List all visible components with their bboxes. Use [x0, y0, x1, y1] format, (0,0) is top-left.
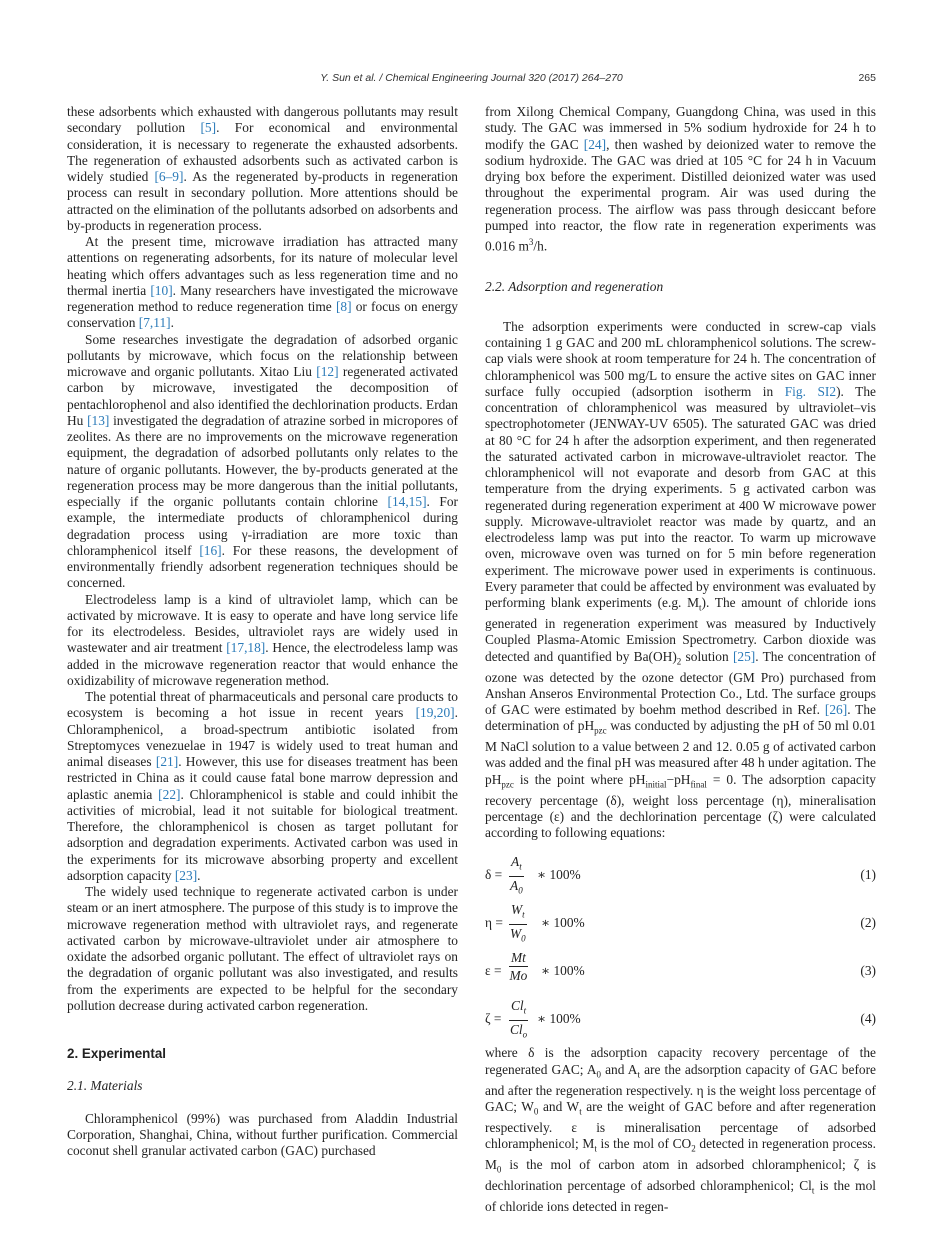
citation-link[interactable]: [6–9] [154, 169, 184, 184]
citation-link[interactable]: [8] [335, 299, 352, 314]
figure-link[interactable]: Fig. SI2 [784, 383, 837, 399]
citation-link[interactable]: [7,11] [138, 315, 171, 331]
paragraph: Chloramphenicol (99%) was purchased from Aladdin Industrial Corporation, Shanghai, China, without further purification. Commercial coconut shell granular activated carbon (GAC) purchased [67, 1110, 458, 1158]
paragraph: these adsorbents which exhausted with dangerous pollutants may result secondary pollution [5]. For economical and environmental consideration, it is necessary to regenerate the exhausted adsorbents. The regeneration of exhausted adsorbents such as activated carbon is widely studied [6–9]. As the regenerated by-products in regeneration process can result in secondary pollution. More attentions should be attracted on the elimination of the pollutants adsorbed on adsorbents and by-products in regeneration process. [67, 104, 459, 233]
right-column [485, 104, 876, 1215]
paragraph: where δ is the adsorption capacity recovery percentage of the regenerated GAC; $A_0$ and $A_t$ are the adsorption capacity of GAC before and after the regeneration respectively. η is the weight loss percentage of GAC; $W_0$ and $W_t$ are the weight of GAC before and after regeneration respectively. ε is mineralisation percentage of adsorbed chloramphenicol; $M_t$ is the mol of $CO_2$ detected in regeneration process. $M_0$ is the mol of carbon atom in adsorbed chloramphenicol; ζ is dechlorination percentage of adsorbed chloramphenicol; $Cl_t$ is the mol of chloride ions detected in regen- [485, 1045, 877, 1214]
fraction: $\frac{W_t}{W_0}$ [510, 902, 526, 944]
paragraph: Electrodeless lamp is a kind of ultraviolet lamp, which can be activated by microwave. It is easy to operate and have long service life for its electrodeless. Besides, ultraviolet rays are widely used in wastewater and air treatment [17,18]. Hence, the electrodeless lamp was added in the microwave regeneration reactor that would enhance the oxidizability of microwave regeneration method. [67, 591, 458, 688]
paragraph: At the present time, microwave irradiation has attracted many attentions on regenerating adsorbents, for its nature of molecular level heating which offers advantages such as less regeneration time and no thermal inertia [10]. Many researchers have investigated the microwave regeneration method to reduce regeneration time [8] or focus on energy conservation [7,11]. [67, 234, 458, 331]
equation-number: (3) [860, 963, 876, 979]
citation-link[interactable]: [23] [174, 867, 198, 883]
citation-link[interactable]: [5] [200, 120, 217, 136]
subsection-heading: 2.1. Materials [67, 1078, 143, 1094]
running-title: Y. Sun et al. / Chemical Engineering Journal 320 (2017) 264–270 [320, 72, 623, 84]
page-number: 265 [858, 72, 876, 84]
paragraph: Some researches investigate the degradation of adsorbed organic pollutants by microwave, which focus on the relationship between microwave and organic pollutants. Xitao Liu [12] regenerated activated carbon by microwave, investigated the decomposition of pentachlorophenol and also identified the dechlorination products. Erdan Hu [13] investigated the degradation of atrazine sorbed in micropores of zeolites. As there are no improvements on the microwave regeneration equipment, the degradation of adsorbed pollutants only relates to the nature of organic pollutants. However, the by-products generated at the regeneration process may be more dangerous than the initial pollutants, especially if the organic pollutants contain chlorine [14,15]. For example, the intermediate products of chloramphenicol during degradation process using γ-irradiation are more toxic than chloramphenicol itself [16]. For these reasons, the development of environmentally friendly adsorbent regeneration techniques should be concerned. [67, 331, 458, 591]
citation-link[interactable]: [26] [824, 702, 848, 718]
subsection-heading: 2.2. Adsorption and regeneration [485, 278, 664, 294]
equation-2: η = $\frac{W_t}{W_0}$ ∗ 100% (2) [485, 901, 876, 949]
citation-link[interactable]: [12] [316, 364, 339, 379]
equation-number: (1) [860, 867, 876, 883]
running-header [67, 72, 876, 88]
citation-link[interactable]: [19,20] [415, 705, 455, 721]
citation-link[interactable]: [16] [199, 542, 222, 558]
section-heading: 2. Experimental [67, 1046, 166, 1061]
citation-link[interactable]: [13] [87, 412, 110, 428]
fraction: $\frac{A_t}{A_0}$ [510, 854, 523, 896]
paragraph: The potential threat of pharmaceuticals and personal care products to ecosystem is becoming a hot issue in recent years [19,20]. Chloramphenicol, a broad-spectrum antibiotic isolated from Streptomyces venezuelae in 1947 is widely used to treat human and animal diseases [21]. However, this use for diseases treatment has been restricted in China as it could cause fatal bone marrow depression and aplastic anemia [22]. Chloramphenicol is stable and could inhibit the activities of microbial, lead it not suitable for biological treatment. Therefore, the chloramphenicol is chosen as target pollutant for adsorption and degradation experiments. Activated carbon was used in the experiments for its microwave absorbing property and excellent adsorption capacity [23]. [67, 689, 458, 883]
fraction: $\frac{Mt}{Mo}$ [509, 950, 528, 984]
fraction: $Cl_t$ $Cl_o$ [510, 998, 528, 1040]
citation-link[interactable]: [14,15] [387, 494, 427, 509]
citation-link[interactable]: [17,18] [226, 640, 266, 656]
equation-number: (4) [860, 1011, 876, 1027]
left-column [67, 104, 458, 1159]
equation-1: δ = $\frac{A_t}{A_0}$ ∗ 100% (1) [485, 853, 876, 901]
citation-link[interactable]: [21] [155, 754, 179, 769]
equation-3: ε = $\frac{Mt}{Mo}$ ∗ 100% (3) [485, 950, 876, 984]
equation-number: (2) [860, 915, 876, 931]
paragraph: The adsorption experiments were conducted in screw-cap vials containing 1 g GAC and 200 mL chloramphenicol solutions. The screw-cap vials were shook at room temperature for 24 h. The concentration of chloramphenicol was 500 mg/L to ensure the active sites on GAC inner surface fully occupied (adsorption isotherm in Fig. SI2). The concentration of chloramphenicol was measured by ultraviolet–vis spectrophotometer (JENWAY-UV 6505). The saturated GAC was dried at 80 °C for 24 h after the adsorption experiment, and then regenerated the saturated activated carbon in microwave-ultraviolet reactor. The chloramphenicol will not evaporate and desorb from GAC at this temperature from the drying experiments. 5 g activated carbon was regenerated during regeneration experiment at 400 W microwave power supply. Microwave-ultraviolet reactor was made by quartz, and an electrodeless lamp was put into the reactor. To warm up microwave oven, microwave oven was turned on for 5 min before regeneration experiment. The microwave power used in experiments is continuous. Every parameter that could be affected by environment was evaluated by performing blank experiments (e.g. $M_t$). The amount of chloride ions generated in regeneration experiment was measured by Inductively Coupled Plasma-Atomic Emission Spectrometry. Carbon dioxide was detected and quantified by $Ba(OH)_2$ solution [25]. The concentration of ozone was detected by the ozone detector (GM Pro) purchased from Anshan Anseros Environmental Protection Co., Ltd. The surface groups of GAC were estimated by boehm method described in Ref. [26]. The determination of $pH_{pzc}$ was conducted by adjusting the pH of 50 ml 0.01 M NaCl solution to a value between 2 and 12. 0.05 g of activated carbon was added and the final pH was measured after 48 h under agitation. The $pH_{pzc}$ is the point where $pH_{initial}-pH_{final} = 0$. The adsorption capacity recovery percentage (δ), weight loss percentage (η), mineralisation percentage (ε) and the dechlorination percentage (ζ) were calculated according to following equations: [485, 318, 876, 841]
citation-link[interactable]: [22] [158, 786, 181, 802]
paragraph: The widely used technique to regenerate activated carbon is under steam or an inert atmosphere. The purpose of this study is to improve the microwave regeneration method with ultraviolet rays, and regenerate activated carbon by microwave-ultraviolet under air atmosphere to oxidate the adsorbed organic pollutant. The effect of ultraviolet rays on the degradation of organic pollutant was also investigated, and results from the experiments are expected to be helpful for the secondary pollution decrease during activated carbon regeneration. [67, 884, 458, 1013]
paragraph: from Xilong Chemical Company, Guangdong China, was used in this study. The GAC was immersed in 5% sodium hydroxide for 24 h to modify the GAC [24], then washed by deionized water to remove the sodium hydroxide. The GAC was dried at 105 °C for 24 h in Vacuum drying box before the experiment. Distilled deionized water was used throughout the experimental program. Air was used during the regeneration process. The airflow was pass through desiccant before pumped into reactor, the flow rate in regeneration experiments was 0.016 $m^3/h$. [485, 104, 876, 254]
citation-link[interactable]: [24] [583, 136, 607, 152]
equation-4: ζ = $Cl_t$ $Cl_o$ ∗ 100% (4) [485, 997, 876, 1045]
citation-link[interactable]: [10] [150, 282, 173, 298]
citation-link[interactable]: [25] [732, 648, 756, 664]
